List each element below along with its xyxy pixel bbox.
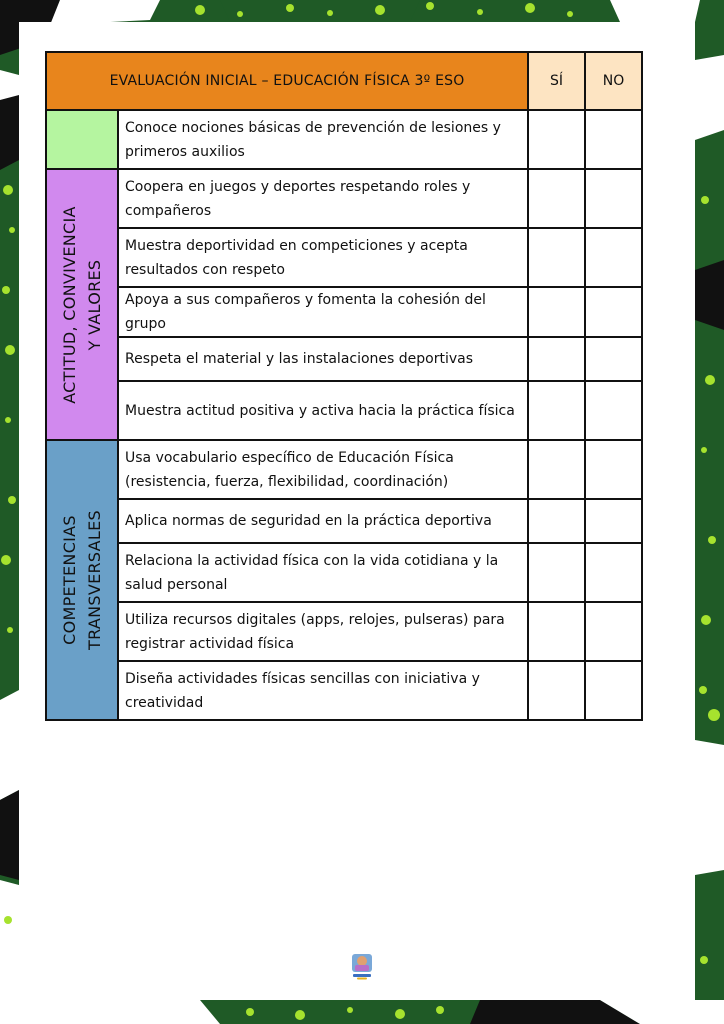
no-checkbox-cell[interactable] (585, 440, 642, 499)
yes-checkbox-cell[interactable] (528, 543, 585, 602)
yes-checkbox-cell[interactable] (528, 337, 585, 381)
criterion-row (46, 287, 642, 337)
evaluation-table (45, 51, 643, 721)
table-header-row (46, 52, 642, 110)
criterion-row (46, 499, 642, 543)
category-label (57, 206, 107, 404)
no-checkbox-cell[interactable] (585, 543, 642, 602)
criterion-text: Diseña actividades físicas sencillas con iniciativa y creatividad (118, 661, 528, 720)
table-title: EVALUACIÓN INICIAL – EDUCACIÓN FÍSICA 3º ESO (46, 52, 528, 110)
yes-checkbox-cell[interactable] (528, 661, 585, 720)
criterion-text: Utiliza recursos digitales (apps, relojes, pulseras) para registrar actividad física (118, 602, 528, 661)
criterion-row (46, 543, 642, 602)
yes-checkbox-cell[interactable] (528, 440, 585, 499)
no-checkbox-cell[interactable] (585, 499, 642, 543)
criterion-text: Conoce nociones básicas de prevención de lesiones y primeros auxilios (118, 110, 528, 169)
yes-checkbox-cell[interactable] (528, 228, 585, 287)
criterion-row (46, 169, 642, 228)
criterion-row (46, 440, 642, 499)
category-cell (46, 440, 118, 720)
criterion-text: Coopera en juegos y deportes respetando roles y compañeros (118, 169, 528, 228)
category-label-line: TRANSVERSALES (85, 510, 104, 650)
criterion-row (46, 228, 642, 287)
criterion-text: Muestra deportividad en competiciones y acepta resultados con respeto (118, 228, 528, 287)
criterion-row (46, 110, 642, 169)
category-cell (46, 169, 118, 440)
yes-checkbox-cell[interactable] (528, 381, 585, 440)
criterion-row (46, 381, 642, 440)
no-checkbox-cell[interactable] (585, 337, 642, 381)
criterion-row (46, 337, 642, 381)
criterion-text: Aplica normas de seguridad en la práctica deportiva (118, 499, 528, 543)
criterion-text: Relaciona la actividad física con la vida cotidiana y la salud personal (118, 543, 528, 602)
criterion-row (46, 602, 642, 661)
no-checkbox-cell[interactable] (585, 381, 642, 440)
no-checkbox-cell[interactable] (585, 661, 642, 720)
yes-checkbox-cell[interactable] (528, 169, 585, 228)
yes-column-header: SÍ (528, 52, 585, 110)
category-label-line: Y VALORES (85, 259, 104, 350)
criterion-text: Usa vocabulario específico de Educación Física (resistencia, fuerza, flexibilidad, coordinación) (118, 440, 528, 499)
category-cell (46, 110, 118, 169)
no-checkbox-cell[interactable] (585, 228, 642, 287)
criterion-text: Apoya a sus compañeros y fomenta la cohesión del grupo (118, 287, 528, 337)
yes-checkbox-cell[interactable] (528, 602, 585, 661)
no-checkbox-cell[interactable] (585, 169, 642, 228)
no-checkbox-cell[interactable] (585, 110, 642, 169)
no-checkbox-cell[interactable] (585, 602, 642, 661)
recursos-eso-logo-icon (351, 953, 373, 980)
category-label-line: COMPETENCIAS (60, 515, 79, 645)
no-column-header: NO (585, 52, 642, 110)
yes-checkbox-cell[interactable] (528, 110, 585, 169)
category-label-line: ACTITUD, CONVIVENCIA (60, 205, 79, 404)
criterion-text: Respeta el material y las instalaciones deportivas (118, 337, 528, 381)
no-checkbox-cell[interactable] (585, 287, 642, 337)
category-label (57, 510, 107, 650)
yes-checkbox-cell[interactable] (528, 287, 585, 337)
criterion-text: Muestra actitud positiva y activa hacia la práctica física (118, 381, 528, 440)
criterion-row (46, 661, 642, 720)
yes-checkbox-cell[interactable] (528, 499, 585, 543)
